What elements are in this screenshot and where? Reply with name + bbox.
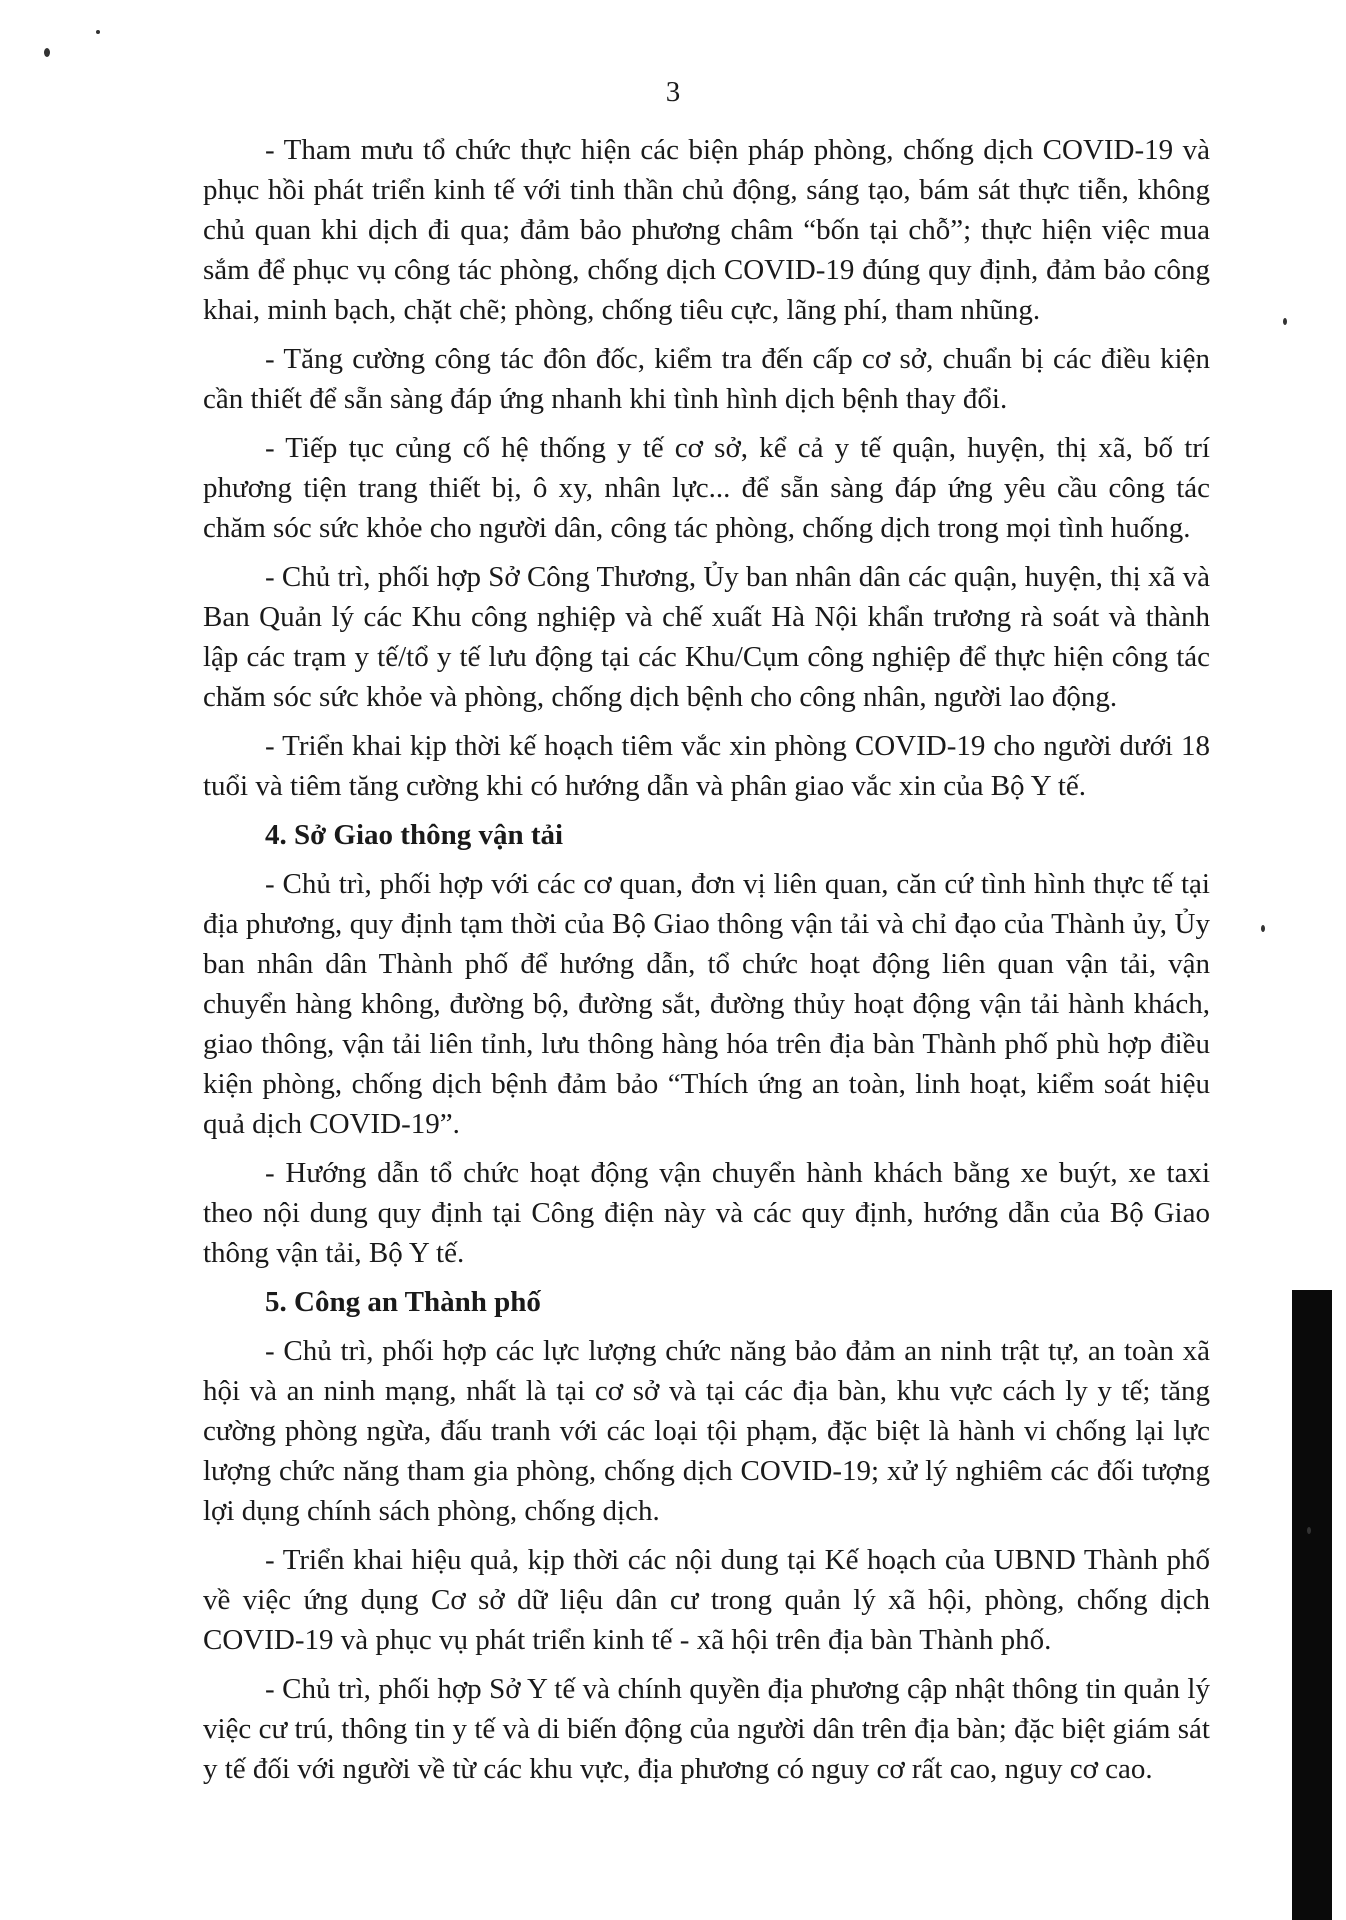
scan-speck xyxy=(1307,1527,1311,1534)
scan-speck xyxy=(44,48,50,57)
scan-speck xyxy=(1261,925,1265,932)
document-body xyxy=(203,130,1210,1798)
paragraph: - Tăng cường công tác đôn đốc, kiểm tra đến cấp cơ sở, chuẩn bị các điều kiện cần thiết để sẵn sàng đáp ứng nhanh khi tình hình dịch bệnh thay đổi. xyxy=(203,343,1210,415)
paragraph: - Chủ trì, phối hợp Sở Y tế và chính quyền địa phương cập nhật thông tin quản lý việc cư trú, thông tin y tế và di biến động của người dân trên địa bàn; đặc biệt giám sát y tế đối với người về từ các khu vực, địa phương có nguy cơ rất cao, nguy cơ cao. xyxy=(203,1673,1210,1785)
page-number: 3 xyxy=(665,76,681,108)
scan-speck xyxy=(96,30,100,34)
paragraph: - Triển khai hiệu quả, kịp thời các nội dung tại Kế hoạch của UBND Thành phố về việc ứng dụng Cơ sở dữ liệu dân cư trong quản lý xã hội, phòng, chống dịch COVID-19 và phục vụ phát triển kinh tế - xã hội trên địa bàn Thành phố. xyxy=(203,1544,1210,1656)
paragraph: - Chủ trì, phối hợp với các cơ quan, đơn vị liên quan, căn cứ tình hình thực tế tại địa phương, quy định tạm thời của Bộ Giao thông vận tải và chỉ đạo của Thành ủy, Ủy ban nhân dân Thành phố để hướng dẫn, tổ chức hoạt động liên quan vận tải, vận chuyển hàng không, đường bộ, đường sắt, đường thủy hoạt động vận tải hành khách, giao thông, vận tải liên tỉnh, lưu thông hàng hóa trên địa bàn Thành phố phù hợp điều kiện phòng, chống dịch bệnh đảm bảo “Thích ứng an toàn, linh hoạt, kiểm soát hiệu quả dịch COVID-19”. xyxy=(203,868,1210,1140)
paragraph: - Hướng dẫn tổ chức hoạt động vận chuyển hành khách bằng xe buýt, xe taxi theo nội dung quy định tại Công điện này và các quy định, hướng dẫn của Bộ Giao thông vận tải, Bộ Y tế. xyxy=(203,1157,1210,1269)
paragraph: - Tham mưu tổ chức thực hiện các biện pháp phòng, chống dịch COVID-19 và phục hồi phát triển kinh tế với tinh thần chủ động, sáng tạo, bám sát thực tiễn, không chủ quan khi dịch đi qua; đảm bảo phương châm “bốn tại chỗ”; thực hiện việc mua sắm để phục vụ công tác phòng, chống dịch COVID-19 đúng quy định, đảm bảo công khai, minh bạch, chặt chẽ; phòng, chống tiêu cực, lãng phí, tham nhũng. xyxy=(203,134,1210,326)
scan-speck xyxy=(1283,318,1287,325)
section-heading-police: 5. Công an Thành phố xyxy=(265,1286,541,1318)
paragraph: - Triển khai kịp thời kế hoạch tiêm vắc xin phòng COVID-19 cho người dưới 18 tuổi và tiêm tăng cường khi có hướng dẫn và phân giao vắc xin của Bộ Y tế. xyxy=(203,730,1210,802)
paragraph: - Chủ trì, phối hợp các lực lượng chức năng bảo đảm an ninh trật tự, an toàn xã hội và an ninh mạng, nhất là tại cơ sở và tại các địa bàn, khu vực cách ly y tế; tăng cường phòng ngừa, đấu tranh với các loại tội phạm, đặc biệt là hành vi chống lại lực lượng chức năng tham gia phòng, chống dịch COVID-19; xử lý nghiêm các đối tượng lợi dụng chính sách phòng, chống dịch. xyxy=(203,1335,1210,1527)
scan-edge-bar xyxy=(1292,1290,1332,1920)
section-heading-transport: 4. Sở Giao thông vận tải xyxy=(265,819,564,851)
paragraph: - Tiếp tục củng cố hệ thống y tế cơ sở, kể cả y tế quận, huyện, thị xã, bố trí phương tiện trang thiết bị, ô xy, nhân lực... để sẵn sàng đáp ứng yêu cầu công tác chăm sóc sức khỏe cho người dân, công tác phòng, chống dịch trong mọi tình huống. xyxy=(203,432,1210,544)
paragraph: - Chủ trì, phối hợp Sở Công Thương, Ủy ban nhân dân các quận, huyện, thị xã và Ban Quản lý các Khu công nghiệp và chế xuất Hà Nội khẩn trương rà soát và thành lập các trạm y tế/tổ y tế lưu động tại các Khu/Cụm công nghiệp để thực hiện công tác chăm sóc sức khỏe và phòng, chống dịch bệnh cho công nhân, người lao động. xyxy=(203,561,1210,713)
